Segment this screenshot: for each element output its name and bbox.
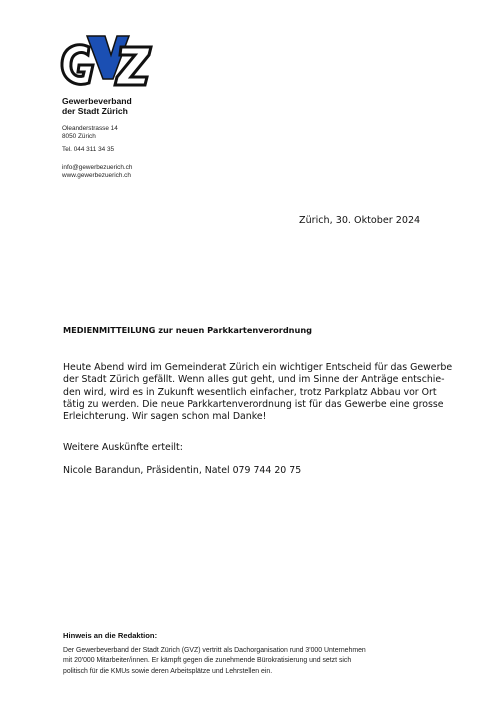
body-line: Erleichterung. Wir sagen schon mal Danke!: [63, 411, 267, 423]
org-name-line1: Gewerbeverband: [62, 96, 132, 106]
organization-name: [62, 96, 132, 116]
website-link[interactable]: www.gewerbezuerich.ch: [62, 172, 131, 179]
gvz-logo: [59, 33, 154, 95]
info-label: Weitere Auskünfte erteilt:: [63, 442, 183, 453]
editorial-note-title: Hinweis an die Redaktion:: [63, 631, 158, 640]
body-line: tätig zu werden. Die neue Parkkartenverordnung ist für das Gewerbe eine grosse: [63, 398, 444, 410]
street: Oleanderstrasse 14: [62, 125, 118, 132]
address-block: [62, 125, 118, 141]
email-link[interactable]: info@gewerbezuerich.ch: [62, 164, 133, 171]
org-name-line2: der Stadt Zürich: [62, 106, 128, 116]
press-release-title: MEDIENMITTEILUNG zur neuen Parkkartenverordnung: [63, 325, 313, 335]
body-line: den wird, wird es in Zukunft wesentlich einfacher, trotz Parkplatz Abbau vor Ort: [63, 386, 437, 398]
body-line: der Stadt Zürich gefällt. Wenn alles gut geht, und im Sinne der Anträge entschie-: [63, 374, 445, 386]
contact-person: Nicole Barandun, Präsidentin, Natel 079 744 20 75: [63, 465, 302, 476]
editorial-note-text: [63, 646, 448, 677]
city: 8050 Zürich: [62, 133, 96, 140]
note-line: politisch für die KMUs sowie deren Arbeitsplätze und Lehrstellen ein.: [63, 667, 273, 675]
body-line: Heute Abend wird im Gemeinderat Zürich ein wichtiger Entscheid für das Gewerbe: [63, 362, 453, 373]
contact-online: [62, 164, 132, 180]
press-release-body: [63, 362, 453, 423]
phone: Tel. 044 311 34 35: [62, 146, 115, 153]
note-line: mit 20'000 Mitarbeiter/innen. Er kämpft gegen die zunehmende Bürokratisierung und setzt sich: [63, 657, 352, 665]
note-line: Der Gewerbeverband der Stadt Zürich (GVZ) vertritt als Dachorganisation rund 3'000 Unternehmen: [63, 647, 366, 654]
logo-g: [62, 45, 93, 85]
logo-z: [115, 47, 151, 85]
letter-date: Zürich, 30. Oktober 2024: [299, 215, 421, 226]
